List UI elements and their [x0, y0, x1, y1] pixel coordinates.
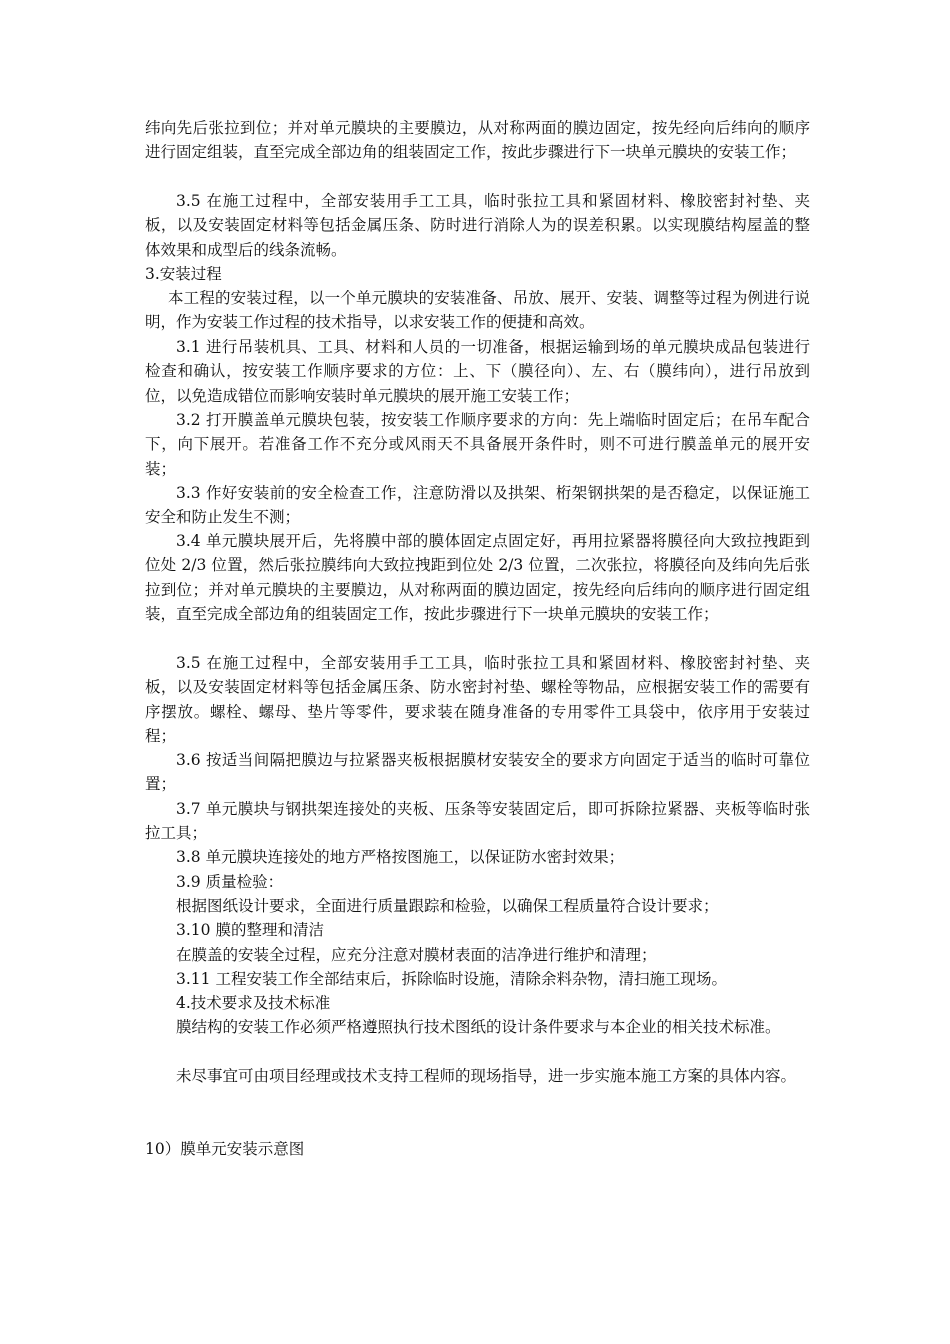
section-heading-install-process: 3.安装过程	[145, 265, 222, 283]
paragraph-intro: 本工程的安装过程，以一个单元膜块的安装准备、吊放、展开、安装、调整等过程为例进行说明，作为安装工作过程的技术指导，以求安装工作的便捷和高效。	[145, 289, 810, 332]
paragraph-3-6: 3.6 按适当间隔把膜边与拉紧器夹板根据膜材安装安全的要求方向固定于适当的临时可靠位置；	[145, 751, 810, 794]
paragraph-3-5: 3.5 在施工过程中，全部安装用手工工具，临时张拉工具和紧固材料、橡胶密封衬垫、夹板，以及安装固定材料等包括金属压条、防水密封衬垫、螺栓等物品，应根据安装工作的需要有序摆放。螺栓、螺母、垫片等零件，要求装在随身准备的专用零件工具袋中，依序用于安装过程；	[145, 654, 810, 745]
figure-caption-membrane-unit: 10）膜单元安装示意图	[145, 1140, 305, 1158]
paragraph-3-7: 3.7 单元膜块与钢拱架连接处的夹板、压条等安装固定后，即可拆除拉紧器、夹板等临时张拉工具；	[145, 800, 810, 843]
paragraph-3-3: 3.3 作好安装前的安全检查工作，注意防滑以及拱架、桁架钢拱架的是否稳定，以保证施工安全和防止发生不测；	[145, 484, 810, 527]
paragraph-3-11: 3.11 工程安装工作全部结束后，拆除临时设施，清除余料杂物，清扫施工现场。	[176, 970, 727, 988]
paragraph-3-8: 3.8 单元膜块连接处的地方严格按图施工，以保证防水密封效果；	[176, 848, 625, 866]
paragraph-3-4: 3.4 单元膜块展开后，先将膜中部的膜体固定点固定好，再用拉紧器将膜径向大致拉拽距到位处 2/3 位置，然后张拉膜纬向大致拉拽距到位处 2/3 位置，二次张拉，将膜径向及纬向先后张拉到位；并对单元膜块的主要膜边，从对称两面的膜边固定，按先经向后纬向的顺序进行固定组装，直至完成全部边角的组装固定工作，按此步骤进行下一块单元膜块的安装工作；	[145, 532, 810, 623]
section-heading-tech-requirements: 4.技术要求及技术标准	[176, 994, 331, 1012]
paragraph-3-5-first: 3.5 在施工过程中，全部安装用手工工具，临时张拉工具和紧固材料、橡胶密封衬垫、夹板，以及安装固定材料等包括金属压条、防时进行消除人为的误差积累。以实现膜结构屋盖的整体效果和成型后的线条流畅。	[145, 192, 810, 259]
paragraph-3-1: 3.1 进行吊装机具、工具、材料和人员的一切准备，根据运输到场的单元膜块成品包装进行检查和确认，按安装工作顺序要求的方位：上、下（膜径向）、左、右（膜纬向），进行吊放到位，以免造成错位而影响安装时单元膜块的展开施工安装工作；	[145, 338, 810, 405]
paragraph-continuation: 纬向先后张拉到位；并对单元膜块的主要膜边，从对称两面的膜边固定，按先经向后纬向的顺序进行固定组装，直至完成全部边角的组装固定工作，按此步骤进行下一块单元膜块的安装工作；	[145, 119, 810, 162]
paragraph-3-9: 3.9 质量检验：	[176, 873, 284, 891]
paragraph-3-10: 3.10 膜的整理和清洁	[176, 921, 324, 939]
paragraph-3-2: 3.2 打开膜盖单元膜块包装，按安装工作顺序要求的方向：先上端临时固定后；在吊车配合下，向下展开。若准备工作不充分或风雨天不具备展开条件时，则不可进行膜盖单元的展开安装；	[145, 411, 810, 478]
paragraph-quality-check: 根据图纸设计要求，全面进行质量跟踪和检验，以确保工程质量符合设计要求；	[176, 897, 719, 915]
paragraph-tech-standard: 膜结构的安装工作必须严格遵照执行技术图纸的设计条件要求与本企业的相关技术标准。	[176, 1018, 781, 1036]
paragraph-cleaning: 在膜盖的安装全过程，应充分注意对膜材表面的洁净进行维护和清理；	[176, 946, 657, 964]
paragraph-unfinished-matters: 未尽事宜可由项目经理或技术支持工程师的现场指导，进一步实施本施工方案的具体内容。	[176, 1067, 797, 1085]
